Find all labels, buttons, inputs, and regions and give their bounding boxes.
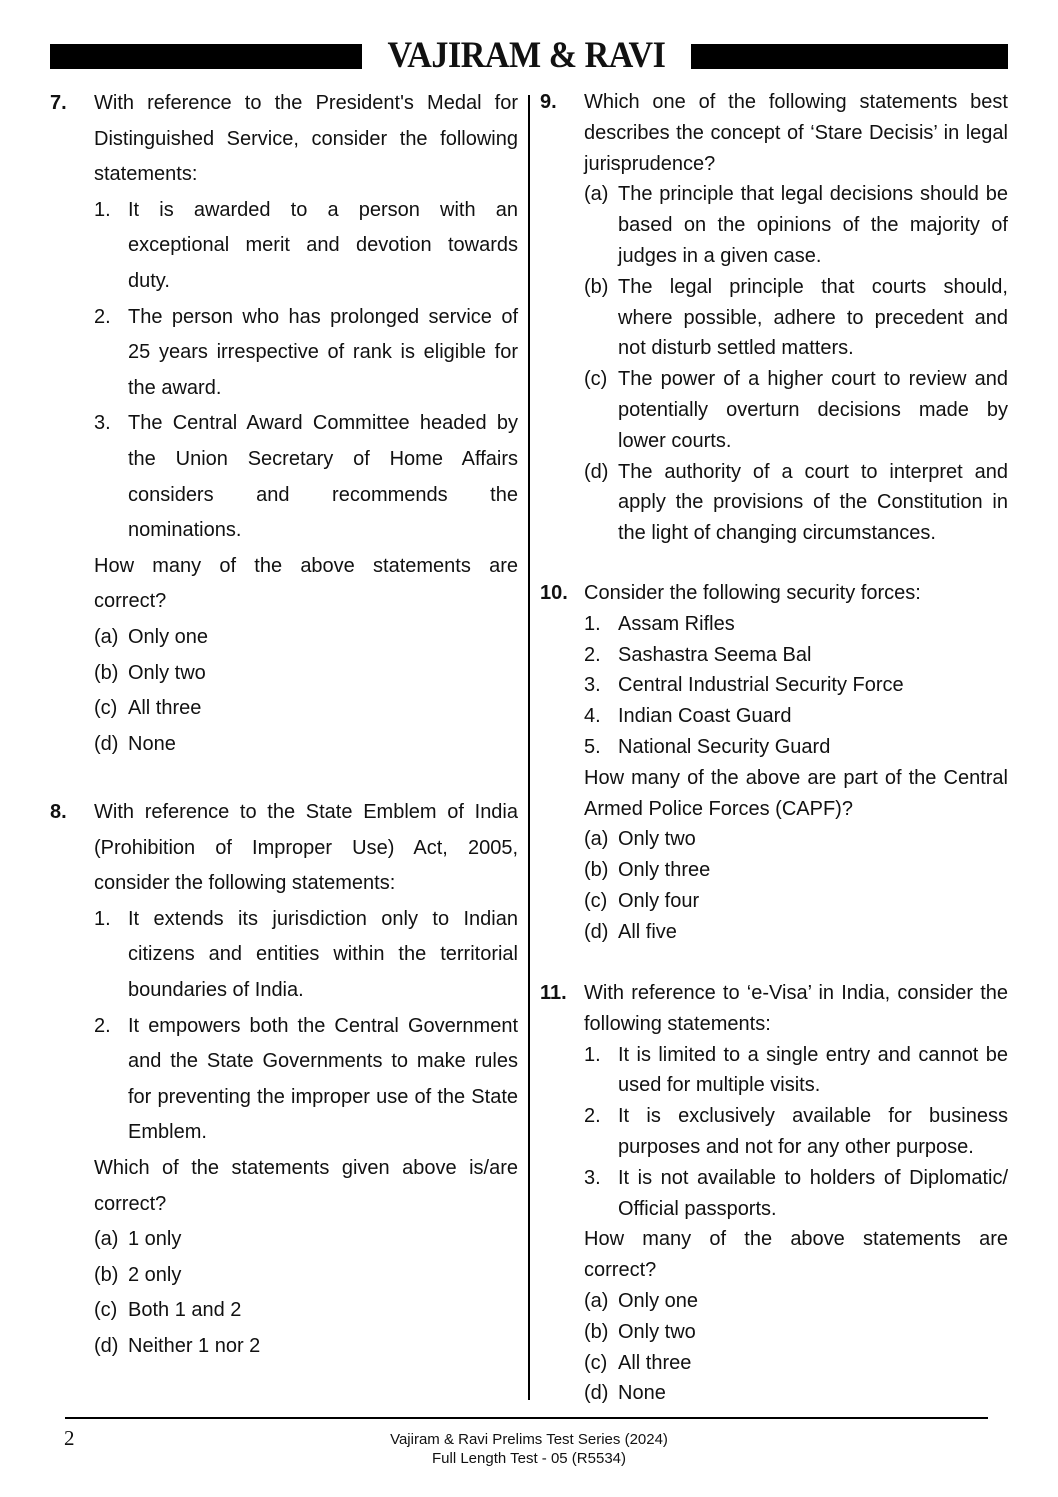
option-label: (b) — [94, 661, 119, 684]
option-text: Only two — [618, 828, 696, 851]
option-label: (b) — [584, 1320, 609, 1343]
question-body — [584, 578, 1008, 948]
statement-text: It is awarded to a person with an exceptional merit and devotion towards duty. — [128, 198, 518, 292]
footer-text — [0, 1430, 1058, 1468]
question-stem: With reference to the State Emblem of India (Prohibition of Improper Use) Act, 2005, consider the following statements: — [94, 801, 518, 895]
statement-number: 1. — [94, 198, 111, 221]
statement-text: The person who has prolonged service of 25 years irrespective of rank is eligible for the award. — [128, 305, 518, 399]
question-prompt: Which of the statements given above is/are correct? — [94, 1156, 518, 1215]
answer-option — [94, 656, 518, 692]
footer-test: Full Length Test - 05 (R5534) — [432, 1450, 626, 1467]
option-label: (c) — [94, 697, 118, 720]
answer-option — [94, 691, 518, 727]
option-text: Only four — [618, 889, 700, 912]
question-9 — [540, 87, 1008, 549]
option-label: (a) — [584, 828, 609, 851]
question-number: 10. — [540, 582, 568, 604]
statement-item — [94, 406, 518, 548]
option-text: The legal principle that courts should, where possible, adhere to precedent and not disturb settled matters. — [618, 275, 1008, 360]
statement-number: 4. — [584, 705, 601, 728]
question-number: 9. — [540, 91, 557, 113]
statement-item — [584, 732, 1008, 763]
statement-text: Sashastra Seema Bal — [618, 643, 812, 666]
statement-item — [94, 193, 518, 300]
option-label: (a) — [584, 183, 609, 206]
statement-number: 3. — [584, 674, 601, 697]
statement-item — [584, 1163, 1008, 1225]
option-text: 2 only — [128, 1263, 182, 1286]
option-label: (c) — [584, 1351, 608, 1374]
statement-item — [584, 1101, 1008, 1163]
question-body — [584, 978, 1008, 1409]
option-text: Only one — [128, 625, 209, 648]
header-bar-right — [691, 44, 1008, 69]
option-text: The principle that legal decisions should be based on the opinions of the majority of judges in a given case. — [618, 183, 1008, 267]
statement-number: 2. — [94, 305, 111, 328]
option-label: (b) — [94, 1263, 119, 1286]
footer-series: Vajiram & Ravi Prelims Test Series (2024) — [390, 1431, 668, 1448]
option-text: All three — [128, 697, 202, 720]
question-stem: With reference to the President's Medal for Distinguished Service, consider the following statements: — [94, 92, 518, 186]
question-11 — [540, 978, 1008, 1409]
option-label: (c) — [584, 368, 608, 391]
question-body — [94, 86, 518, 762]
option-text: Only one — [618, 1289, 699, 1312]
question-number: 11. — [540, 982, 567, 1004]
option-label: (d) — [94, 1334, 119, 1357]
option-label: (b) — [584, 859, 609, 882]
option-label: (a) — [94, 1228, 119, 1251]
question-prompt: How many of the above statements are correct? — [584, 1228, 1008, 1282]
answer-option — [584, 824, 1008, 855]
question-body — [94, 795, 518, 1365]
page-number: 2 — [64, 1426, 75, 1450]
answer-option — [584, 179, 1008, 271]
answer-option — [94, 727, 518, 763]
statement-number: 1. — [584, 612, 601, 635]
option-label: (a) — [584, 1289, 609, 1312]
question-10 — [540, 578, 1008, 948]
answer-option — [584, 457, 1008, 549]
statement-item — [584, 701, 1008, 732]
answer-option — [94, 1293, 518, 1329]
question-stem: Consider the following security forces: — [584, 582, 921, 604]
question-number: 8. — [50, 801, 67, 823]
answer-option — [584, 1348, 1008, 1379]
statement-item — [584, 640, 1008, 671]
answer-option — [584, 917, 1008, 948]
statement-text: It is limited to a single entry and cannot be used for multiple visits. — [618, 1043, 1008, 1097]
option-text: All three — [618, 1351, 692, 1374]
option-label: (c) — [584, 889, 608, 912]
option-label: (c) — [94, 1299, 118, 1322]
statement-number: 3. — [584, 1166, 601, 1189]
answer-option — [94, 1258, 518, 1294]
statement-text: Assam Rifles — [618, 612, 735, 635]
statement-number: 2. — [584, 1105, 601, 1128]
answer-option — [94, 1222, 518, 1258]
option-text: Neither 1 nor 2 — [128, 1334, 261, 1357]
answer-option — [94, 1329, 518, 1365]
answer-option — [94, 620, 518, 656]
question-stem: Which one of the following statements best describes the concept of ‘Stare Decisis’ in legal jurisprudence? — [584, 91, 1008, 175]
question-number: 7. — [50, 92, 67, 114]
question-8 — [50, 795, 518, 1365]
option-text: The authority of a court to interpret and apply the provisions of the Constitution in the light of changing circumstances. — [618, 460, 1008, 545]
question-prompt: How many of the above statements are correct? — [94, 554, 518, 613]
answer-option — [584, 272, 1008, 364]
statement-number: 1. — [94, 907, 111, 930]
option-text: Both 1 and 2 — [128, 1299, 242, 1322]
option-text: All five — [618, 920, 677, 943]
question-stem: With reference to ‘e-Visa’ in India, consider the following statements: — [584, 982, 1008, 1035]
statement-text: It empowers both the Central Government and the State Governments to make rules for preventing the improper use of the State Emblem. — [128, 1014, 518, 1144]
statement-number: 5. — [584, 735, 601, 758]
statement-number: 1. — [584, 1043, 601, 1066]
answer-option — [584, 886, 1008, 917]
option-text: Only two — [618, 1320, 696, 1343]
option-text: Only two — [128, 661, 206, 684]
answer-option — [584, 1286, 1008, 1317]
option-text: Only three — [618, 859, 711, 882]
statement-text: The Central Award Committee headed by the Union Secretary of Home Affairs considers and recommends the nominations. — [128, 412, 518, 542]
option-label: (b) — [584, 275, 609, 298]
option-label: (d) — [584, 460, 609, 483]
statement-item — [584, 670, 1008, 701]
statement-text: Central Industrial Security Force — [618, 674, 904, 697]
question-7 — [50, 86, 518, 762]
question-prompt: How many of the above are part of the Central Armed Police Forces (CAPF)? — [584, 766, 1008, 820]
option-label: (d) — [584, 920, 609, 943]
option-text: None — [128, 732, 176, 755]
statement-item — [584, 1040, 1008, 1102]
statement-item — [584, 609, 1008, 640]
statement-item — [94, 902, 518, 1009]
statement-number: 3. — [94, 412, 111, 435]
answer-option — [584, 364, 1008, 456]
header-bar-left — [50, 44, 362, 69]
answer-option — [584, 1378, 1008, 1409]
option-label: (a) — [94, 625, 119, 648]
option-label: (d) — [94, 732, 119, 755]
option-label: (d) — [584, 1382, 609, 1405]
statement-number: 2. — [584, 643, 601, 666]
footer-rule — [65, 1417, 988, 1419]
question-body — [584, 87, 1008, 549]
statement-text: National Security Guard — [618, 735, 831, 758]
statement-text: It extends its jurisdiction only to Indian citizens and entities within the territorial boundaries of India. — [128, 907, 518, 1001]
statement-item — [94, 1009, 518, 1151]
option-text: None — [618, 1382, 666, 1405]
answer-option — [584, 855, 1008, 886]
column-divider — [528, 95, 530, 1400]
header-title: VAJIRAM & RAVI — [387, 35, 666, 76]
statement-text: It is not available to holders of Diplomatic/ Official passports. — [618, 1166, 1008, 1220]
option-text: The power of a higher court to review and potentially overturn decisions made by lower courts. — [618, 368, 1008, 452]
option-text: 1 only — [128, 1228, 182, 1251]
statement-text: Indian Coast Guard — [618, 705, 792, 728]
statement-number: 2. — [94, 1014, 111, 1037]
statement-item — [94, 300, 518, 407]
statement-text: It is exclusively available for business purposes and not for any other purpose. — [618, 1105, 1008, 1158]
answer-option — [584, 1317, 1008, 1348]
